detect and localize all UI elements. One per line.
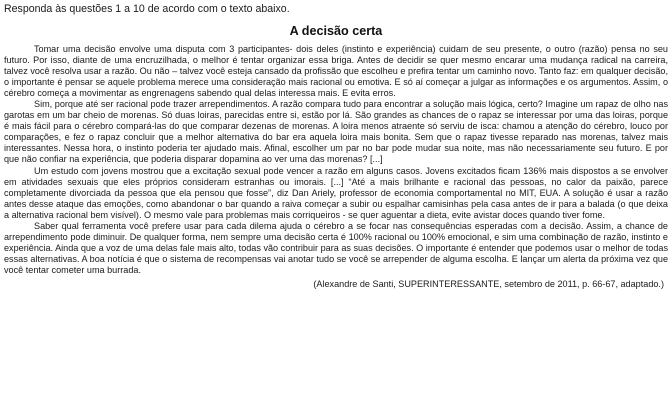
instruction-text: Responda às questões 1 a 10 de acordo com o texto abaixo. xyxy=(4,3,290,15)
paragraph-3 xyxy=(4,166,668,221)
article-title: A decisão certa xyxy=(289,24,383,38)
paragraph-text: Tomar uma decisão envolve uma disputa com 3 participantes- dois deles (instinto e experiência) cuidam de seu presente, o outro (razão) pensa no seu futuro. Por isso, diante de uma encruzilhada, o melhor é tentar organizar essa briga. Antes de decidir se quer mesmo encarar uma mudança radical na carreira, talvez você resolva usar a razão. Ou não – talvez você esteja cansado da profissão que escolheu e prefira tentar um caminho novo. Tanto faz: em qualquer decisão, o importante é pensar se aquele problema merece uma consideração mais racional ou emotiva. E só aí começar a julgar as informações e os argumentos. Assim, o cérebro começa a movimentar as engrenagens sabendo qual delas interessa mais. E evita erros. xyxy=(4,44,668,99)
paragraph-4 xyxy=(4,221,668,276)
paragraph-1 xyxy=(4,44,668,99)
paragraph-2 xyxy=(4,99,668,165)
paragraph-text: Um estudo com jovens mostrou que a excitação sexual pode vencer a razão em alguns casos. Jovens excitados ficam 136% mais dispostos a se envolver em atividades sexuais que eles próprios consideram estranhas ou imorais. [...] “Até a mais brilhante e racional das pessoas, no calor da paixão, parece completamente divorciada da pessoa que ela pensou que fosse”, diz Dan Ariely, professor de economia comportamental no MIT, EUA. A solução é usar a razão antes desse ataque das emoções, como abandonar o bar quando a raiva começar a subir ou espalhar camisinhas pela casa antes de ir para a balada (o que deixa a alternativa racional bem visível). O mesmo vale para problemas mais corriqueiros - se quer aguentar a dieta, evite avistar doces quando tiver fome. xyxy=(4,165,668,220)
paragraph-text: Saber qual ferramenta você prefere usar para cada dilema ajuda o cérebro a se focar nas consequências esperadas com a decisão. Assim, a chance de arrependimento pode diminuir. De qualquer forma, nem sempre uma decisão certa é 100% racional ou 100% emocional, e sim uma combinação de razão, instinto e experiência. Ainda que a voz de uma delas fale mais alto, todas vão contribuir para as suas decisões. O importante é entender que podemos usar o melhor de todas essas alternativas. A boa notícia é que o sistema de recompensas vai anotar tudo se você se arrepender de alguma escolha. E lançar um alerta da próxima vez que você tentar cometer uma burrada. xyxy=(4,220,668,275)
paragraph-text: Sim, porque até ser racional pode trazer arrependimentos. A razão compara tudo para encontrar a solução mais lógica, certo? Imagine um rapaz de olho nas garotas em um bar cheio de morenas. Só duas loiras, parecidas entre si, estão por lá. São grandes as chances de o rapaz se interessar por uma das loiras, porque é mais fácil para o cérebro compará-las do que comparar dezenas de morenas. A loira menos atraente só serviu de isca: chamou a atenção do cérebro, louco por comparações, e fez o rapaz concluir que a melhor alternativa do bar era aquela loira mais bonita. Sem que o rapaz tivesse reparado nas morenas, talvez mais interessantes. Nessa hora, o instinto poderia ter ajudado mais. Afinal, escolher um par no bar pode mudar sua noite, mas não necessariamente seu futuro. E por que não confiar na experiência, que poderia disparar dopamina ao ver uma das morenas? [...] xyxy=(4,99,668,165)
source-citation: (Alexandre de Santi, SUPERINTERESSANTE, setembro de 2011, p. 66-67, adaptado.) xyxy=(313,278,664,289)
article-body xyxy=(4,44,668,276)
